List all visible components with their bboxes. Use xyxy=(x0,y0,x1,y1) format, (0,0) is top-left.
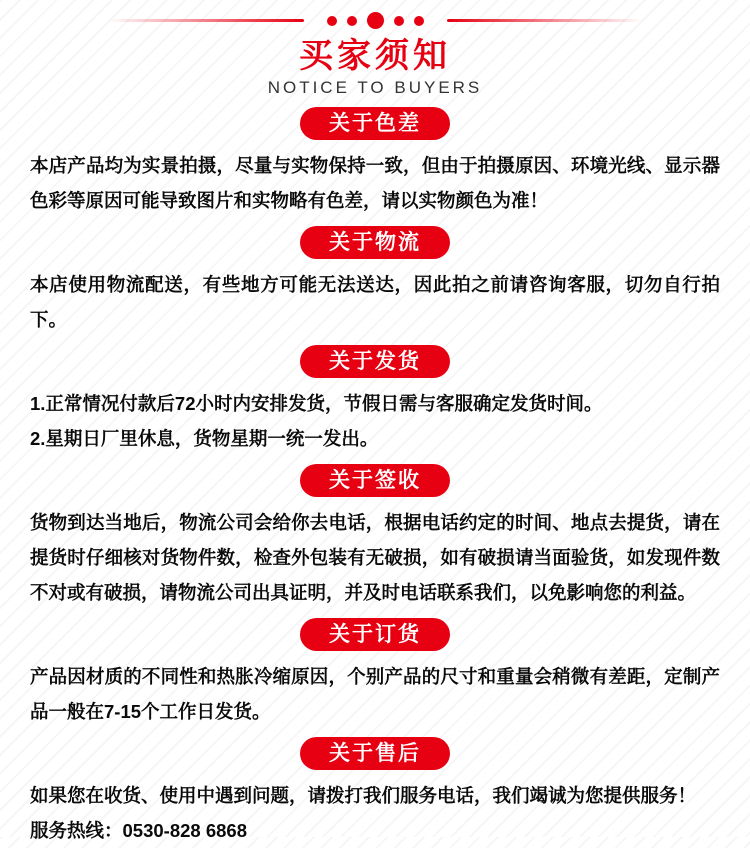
section-shipping xyxy=(0,345,750,456)
section-logistics xyxy=(0,226,750,337)
divider-dot-large-icon xyxy=(367,12,384,29)
section-color-difference xyxy=(0,107,750,218)
section-text: 如果您在收货、使用中遇到问题，请拨打我们服务电话，我们竭诚为您提供服务！ xyxy=(30,785,697,806)
section-text: 产品因材质的不同性和热胀冷缩原因，个别产品的尺寸和重量会稍微有差距，定制产品一般在7-15个工作日发货。 xyxy=(30,666,720,722)
section-heading-shipping: 关于发货 xyxy=(300,345,450,378)
divider-dot-icon xyxy=(394,16,404,26)
divider-line-right-icon xyxy=(447,19,643,22)
notice-page xyxy=(0,12,750,848)
section-text: 1.正常情况付款后72小时内安排发货，节假日需与客服确定发货时间。 xyxy=(30,393,603,414)
divider-dot-icon xyxy=(327,16,337,26)
header-divider xyxy=(0,12,750,29)
section-heading-receiving: 关于签收 xyxy=(300,464,450,497)
page-title: 买家须知 xyxy=(299,37,451,75)
section-heading-logistics: 关于物流 xyxy=(300,226,450,259)
page-subtitle: NOTICE TO BUYERS xyxy=(267,78,483,97)
section-text: 本店使用物流配送，有些地方可能无法送达，因此拍之前请咨询客服，切勿自行拍下。 xyxy=(30,274,720,330)
divider-dot-icon xyxy=(414,16,424,26)
section-text: 本店产品均为实景拍摄，尽量与实物保持一致，但由于拍摄原因、环境光线、显示器色彩等原因可能导致图片和实物略有色差，请以实物颜色为准！ xyxy=(30,155,720,211)
divider-line-left-icon xyxy=(108,19,304,22)
section-ordering xyxy=(0,618,750,729)
section-text: 货物到达当地后，物流公司会给你去电话，根据电话约定的时间、地点去提货，请在提货时仔细核对货物件数，检查外包装有无破损，如有破损请当面验货，如发现件数不对或有破损，请物流公司出具证明，并及时电话联系我们，以免影响您的利益。 xyxy=(30,512,720,603)
service-hotline: 服务热线：0530-828 6868 xyxy=(30,820,247,841)
section-heading-color-difference: 关于色差 xyxy=(300,107,450,140)
section-after-sales xyxy=(0,737,750,848)
section-text: 2.星期日厂里休息，货物星期一统一发出。 xyxy=(30,428,379,449)
section-heading-ordering: 关于订货 xyxy=(300,618,450,651)
section-receiving xyxy=(0,464,750,610)
divider-dot-icon xyxy=(347,16,357,26)
section-heading-after-sales: 关于售后 xyxy=(300,737,450,770)
